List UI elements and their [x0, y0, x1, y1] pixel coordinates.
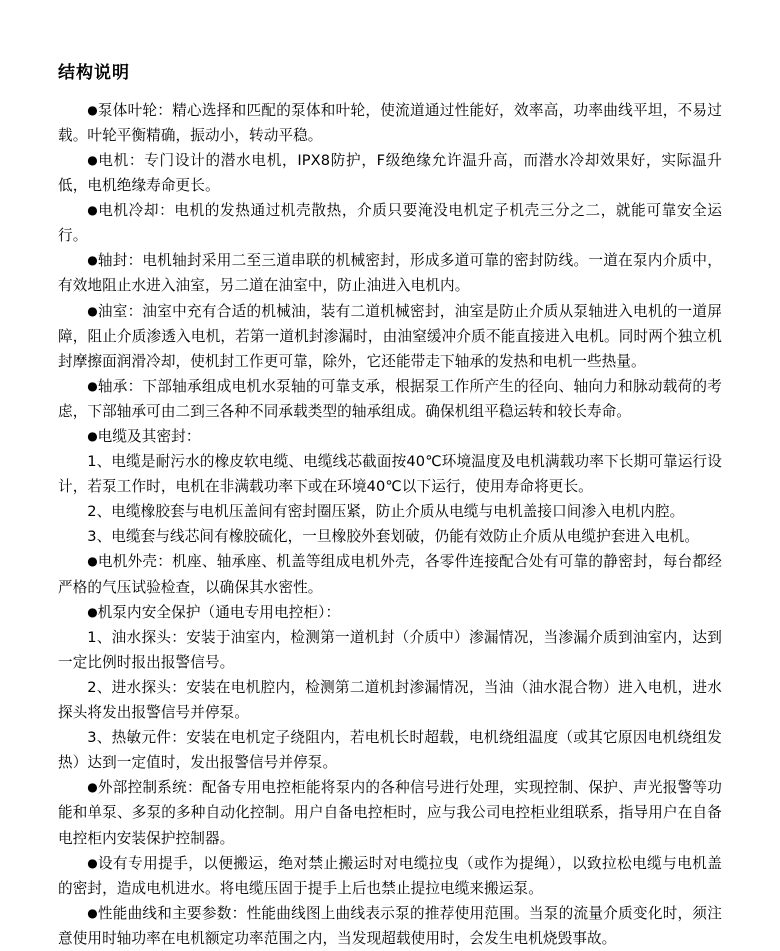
paragraph	[58, 625, 722, 675]
bullet-icon: ●	[87, 152, 99, 167]
paragraph	[58, 725, 722, 775]
paragraph	[58, 851, 722, 901]
paragraph	[58, 549, 722, 599]
paragraph	[58, 299, 722, 374]
paragraph-text: 1、油水探头：安装于油室内，检测第一道机封（介质中）渗漏情况，当渗漏介质到油室内，达到一定比例时报出报警信号。	[58, 628, 722, 671]
paragraph-text: 2、电缆橡胶套与电机压盖间有密封圈压紧，防止介质从电缆与电机盖接口间渗入电机内腔。	[87, 503, 685, 521]
document-body	[58, 98, 722, 951]
paragraph-text: 油室：油室中充有合适的机械油，装有二道机械密封，油室是防止介质从泵轴进入电机的一道屏障，阻止介质渗透入电机，若第一道机封渗漏时，由油窒缓冲介质不能直接进入电机。同时两个独立机封摩擦面润滑冷却，使机封工作更可靠，除外，它还能带走下轴承的发热和电机一些热量。	[58, 302, 722, 370]
paragraph	[58, 424, 722, 449]
bullet-icon: ●	[87, 604, 98, 619]
paragraph-text: 机泵内安全保护（通电专用电控柜）：	[97, 603, 341, 621]
paragraph	[58, 374, 722, 424]
paragraph-text: 3、电缆套与线芯间有橡胶硫化，一旦橡胶外套划破，仍能有效防止介质从电缆护套进入电机。	[87, 528, 700, 546]
bullet-icon: ●	[87, 780, 98, 795]
bullet-icon: ●	[87, 378, 98, 393]
bullet-icon: ●	[87, 253, 98, 268]
paragraph-text: 轴承：下部轴承组成电机水泵轴的可靠支承，根据泵工作所产生的径向、轴向力和脉动载荷的考虑，下部轴承可由二到三各种不同承载类型的轴承组成。确保机组平稳运转和较长寿命。	[58, 377, 722, 420]
paragraph-text: 电机：专门设计的潜水电机，IPX8防护，F级绝缘允许温升高，而潜水冷却效果好，实际温升低，电机绝缘寿命更长。	[58, 151, 722, 195]
paragraph	[58, 775, 722, 850]
bullet-icon: ●	[87, 102, 98, 117]
paragraph-text: 轴封：电机轴封采用二至三道串联的机械密封，形成多道可靠的密封防线。一道在泵内介质中，有效地阻止水进入油室，另二道在油室中，防止油进入电机内。	[58, 252, 722, 295]
bullet-icon: ●	[87, 429, 98, 444]
paragraph	[58, 600, 722, 625]
paragraph-text: 性能曲线和主要参数：性能曲线图上曲线表示泵的推荐使用范围。当泵的流量介质变化时，须注意使用时轴功率在电机额定功率范围之内，当发现超载使用时，会发生电机烧毁事故。	[58, 904, 722, 947]
bullet-icon: ●	[87, 905, 98, 920]
paragraph	[58, 248, 722, 298]
paragraph	[58, 98, 722, 148]
paragraph-text: 电缆及其密封：	[97, 428, 201, 446]
paragraph-text: 设有专用提手，以便搬运，绝对禁止搬运时对电缆拉曳（或作为提绳），以致拉松电缆与电机盖的密封，造成电机进水。将电缆压固于提手上后也禁止提拉电缆来搬运泵。	[58, 854, 722, 897]
paragraph-text: 外部控制系统：配备专用电控柜能将泵内的各种信号进行处理，实现控制、保护、声光报警等功能和单泵、多泵的多种自动化控制。用户自备电控柜时，应与我公司电控柜业组联系，指导用户在自备电控柜内安装保护控制器。	[58, 779, 722, 847]
paragraph-text: 泵体叶轮：精心选择和匹配的泵体和叶轮，使流道通过性能好，效率高，功率曲线平坦，不易过载。叶轮平衡精确，振动小，转动平稳。	[58, 101, 722, 144]
paragraph-text: 电机冷却：电机的发热通过机壳散热，介质只要淹没电机定子机壳三分之二，就能可靠安全运行。	[58, 202, 722, 245]
paragraph	[58, 148, 722, 198]
bullet-icon: ●	[87, 554, 98, 569]
bullet-icon: ●	[87, 203, 99, 218]
paragraph-text: 1、电缆是耐污水的橡皮软电缆、电缆线芯截面按40℃环境温度及电机满载功率下长期可靠运行设计，若泵工作时，电机在非满载功率下或在环境40℃以下运行，使用寿命将更长。	[58, 453, 722, 496]
bullet-icon: ●	[87, 303, 98, 318]
page-title: 结构说明	[58, 63, 130, 83]
paragraph-text: 2、进水探头：安装在电机腔内，检测第二道机封渗漏情况，当油（油水混合物）进入电机，进水探头将发出报警信号并停泵。	[58, 678, 722, 722]
paragraph-text: 3、热敏元件：安装在电机定子绕阻内，若电机长时超载，电机绕组温度（或其它原因电机绕组发热）达到一定值时，发出报警信号并停泵。	[58, 729, 722, 772]
paragraph-text: 电机外壳：机座、轴承座、机盖等组成电机外壳，各零件连接配合处有可靠的静密封，每台都经严格的气压试验检查，以确保其水密性。	[58, 553, 722, 596]
paragraph	[58, 198, 722, 248]
bullet-icon: ●	[87, 855, 99, 870]
paragraph	[58, 675, 722, 725]
paragraph	[58, 499, 722, 524]
paragraph	[58, 524, 722, 549]
paragraph	[58, 901, 722, 951]
paragraph	[58, 449, 722, 499]
